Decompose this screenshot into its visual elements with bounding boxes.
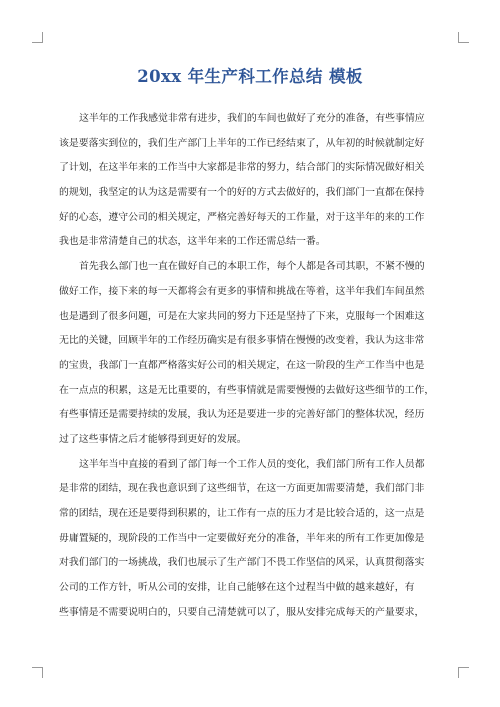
text-line: 这半年的工作我感觉非常有进步，我们的车间也做好了充分的准备，有些事情应 xyxy=(79,113,425,124)
text-line: 有些事情还是需要持续的发展，我认为还是要进一步的完善好部门的整体状况，经历 xyxy=(59,409,425,421)
text-line: 也是遇到了很多问题，可是在大家共同的努力下还是坚持了下来，克服每一个困难这 xyxy=(59,310,425,322)
text-line: 首先我么部门也一直在做好自己的本职工作，每个人都是各司其职，不紧不慢的 xyxy=(79,261,425,273)
text-line: 做好工作，接下来的每一天都将会有更多的事情和挑战在等着，这半年我们车间虽然 xyxy=(59,285,425,297)
crop-mark-bottom-right xyxy=(458,667,469,678)
text-line: 是非常的团结，现在我也意识到了这些细节，在这一方面更加需要清楚，我们部门非 xyxy=(59,483,425,495)
document-body xyxy=(59,107,444,625)
text-line: 过了这些事情之后才能够得到更好的发展。 xyxy=(59,433,247,445)
crop-mark-top-right xyxy=(458,32,469,43)
text-line: 公司的工作方针，听从公司的安排，让自己能够在这个过程当中做的越来越好，有 xyxy=(59,582,415,594)
text-line: 该是要落实到位的，我们生产部门上半年的工作已经结束了，从年初的时候就制定好 xyxy=(59,137,425,149)
text-line: 在一点点的积累，这是无比重要的，有些事情就是需要慢慢的去做好这些细节的工作， xyxy=(59,384,435,396)
text-line: 对我们部门的一场挑战，我们也展示了生产部门不畏工作坚信的风采，认真贯彻落实 xyxy=(59,557,425,569)
text-line: 无比的关键，回顾半年的工作经历确实是有很多事情在慢慢的改变着，我认为这非常 xyxy=(59,335,425,347)
text-line: 些事情是不需要说明白的，只要自己清楚就可以了，服从安排完成每天的产量要求， xyxy=(59,606,425,618)
crop-mark-bottom-left xyxy=(32,667,43,678)
text-line: 常的团结，现在还是要得到积累的，让工作有一点的压力才是比较合适的，这一点是 xyxy=(59,508,425,519)
paragraph xyxy=(59,255,444,453)
paragraph xyxy=(59,453,444,626)
text-line: 了计划，在这半年来的工作当中大家都是非常的努力，结合部门的实际情况做好相关 xyxy=(59,162,425,174)
text-line: 毋庸置疑的，现阶段的工作当中一定要做好充分的准备，半年来的所有工作更加像是 xyxy=(59,532,425,544)
text-line: 的宝贵，我部门一直都严格落实好公司的相关规定，在这一阶段的生产工作当中也是 xyxy=(59,359,425,371)
crop-mark-top-left xyxy=(32,32,43,43)
text-line: 的规划，我坚定的认为这是需要有一个的好的方式去做好的，我们部门一直都在保持 xyxy=(59,187,425,199)
document-title: 20xx 年生产科工作总结 模板 xyxy=(137,67,363,86)
text-line: 我也是非常清楚自己的状态，这半年来的工作还需总结一番。 xyxy=(59,236,326,248)
text-line: 这半年当中直接的看到了部门每一个工作人员的变化，我们部门所有工作人员都 xyxy=(79,458,425,470)
paragraph xyxy=(59,107,444,255)
text-line: 好的心态，遵守公司的相关规定，严格完善好每天的工作量，对于这半年的来的工作 xyxy=(59,211,425,223)
